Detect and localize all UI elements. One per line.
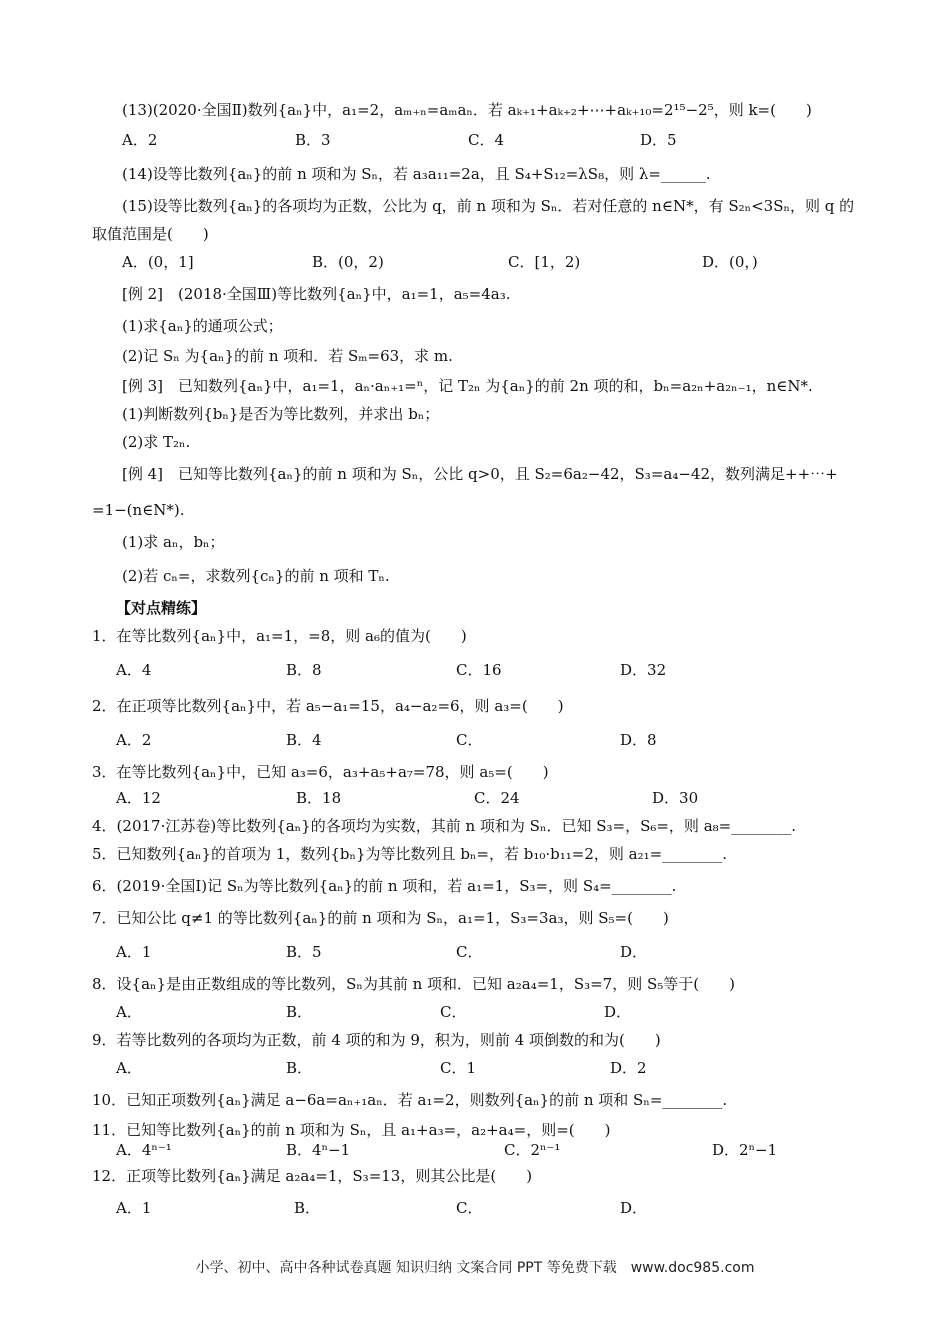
question-line: 2．在正项等比数列{aₙ}中，若 a₅−a₁=15，a₄−a₂=6，则 a₃=( ) [92,697,564,715]
choice-option: B． [286,1003,313,1021]
choice-option: D．8 [620,731,657,749]
example-line: (1)求{aₙ}的通项公式； [122,317,283,335]
choice-option: B．3 [295,131,331,149]
example-line: (1)求 aₙ，bₙ； [122,533,225,551]
choice-option: D．5 [640,131,677,149]
question-line: 5．已知数列{aₙ}的首项为 1，数列{bₙ}为等比数列且 bₙ=，若 b₁₀·b₁₁=2，则 a₂₁=________. [92,845,727,863]
choice-option: B．18 [296,789,342,807]
choice-option: C．2ⁿ⁻¹ [504,1141,561,1159]
choice-option: B． [294,1199,321,1217]
section-heading: 【对点精练】 [116,599,207,617]
question-line: (13)(2020·全国Ⅱ)数列{aₙ}中，a₁=2，aₘ₊ₙ=aₘaₙ．若 aₖ₊₁+aₖ₊₂+⋯+aₖ₊₁₀=2¹⁵−2⁵，则 k=( ) [122,101,812,119]
choice-option: D． [620,943,648,961]
choice-option: C． [456,943,483,961]
choice-option: A． [116,1059,142,1077]
choice-option: D． [604,1003,632,1021]
question-line: 10．已知正项数列{aₙ}满足 a−6a=aₙ₊₁aₙ．若 a₁=2，则数列{aₙ}的前 n 项和 Sₙ=________. [92,1091,728,1109]
question-line: 8．设{aₙ}是由正数组成的等比数列，Sₙ为其前 n 项和．已知 a₂a₄=1，S₃=7，则 S₅等于( ) [92,975,735,993]
question-line: 6．(2019·全国Ⅰ)记 Sₙ为等比数列{aₙ}的前 n 项和，若 a₁=1，S₃=，则 S₄=________. [92,877,677,895]
choice-option: B．5 [286,943,322,961]
example-line: [例 4] 已知等比数列{aₙ}的前 n 项和为 Sₙ，公比 q>0，且 S₂=6a₂−42，S₃=a₄−42，数列满足++⋯+ [122,465,838,483]
example-line: (2)若 cₙ=，求数列{cₙ}的前 n 项和 Tₙ. [122,567,390,585]
choice-option: D．32 [620,661,667,679]
choice-option: C． [456,731,483,749]
choice-option: D．(0，) [702,253,758,271]
choice-option: C．24 [474,789,520,807]
example-line: (1)判断数列{bₙ}是否为等比数列，并求出 bₙ； [122,405,440,423]
choice-option: D． [620,1199,648,1217]
question-line: 11．已知等比数列{aₙ}的前 n 项和为 Sₙ，且 a₁+a₃=，a₂+a₄=，则=( ) [92,1121,611,1139]
choice-option: D．30 [652,789,699,807]
choice-option: C．[1，2) [508,253,581,271]
choice-option: A．2 [122,131,158,149]
example-line: (2)记 Sₙ 为{aₙ}的前 n 项和．若 Sₘ=63，求 m. [122,347,453,365]
choice-option: C． [440,1003,467,1021]
choice-option: B．8 [286,661,322,679]
choice-option: A． [116,1003,142,1021]
choice-option: C．4 [468,131,505,149]
choice-option: A．4 [116,661,152,679]
example-line: (2)求 T₂ₙ. [122,433,191,451]
example-line: [例 3] 已知数列{aₙ}中，a₁=1，aₙ·aₙ₊₁=ⁿ，记 T₂ₙ 为{aₙ}的前 2n 项的和，bₙ=a₂ₙ+a₂ₙ₋₁，n∈N*. [122,377,813,395]
choice-option: D．2 [610,1059,647,1077]
choice-option: B．(0，2) [312,253,384,271]
question-line: 7．已知公比 q≠1 的等比数列{aₙ}的前 n 项和为 Sₙ，a₁=1，S₃=3a₃，则 S₅=( ) [92,909,669,927]
choice-option: D．2ⁿ−1 [712,1141,778,1159]
question-line: 4．(2017·江苏卷)等比数列{aₙ}的各项均为实数，其前 n 项和为 Sₙ．已知 S₃=，S₆=，则 a₈=________. [92,817,796,835]
choice-option: A．1 [116,1199,152,1217]
choice-option: C．16 [456,661,502,679]
question-line: 取值范围是( ) [92,225,209,243]
choice-option: B． [286,1059,313,1077]
choice-option: B．4 [286,731,322,749]
question-line: (14)设等比数列{aₙ}的前 n 项和为 Sₙ，若 a₃a₁₁=2a，且 S₄+S₁₂=λS₈，则 λ=______. [122,165,711,183]
choice-option: C．1 [440,1059,477,1077]
choice-option: A．1 [116,943,152,961]
question-line: 9．若等比数列的各项均为正数，前 4 项的和为 9，积为，则前 4 项倒数的和为( ) [92,1031,661,1049]
choice-option: A．12 [116,789,161,807]
question-line: (15)设等比数列{aₙ}的各项均为正数，公比为 q，前 n 项和为 Sₙ．若对任意的 n∈N*，有 S₂ₙ<3Sₙ，则 q 的 [122,197,855,215]
footer-banner: 小学、初中、高中各种试卷真题 知识归纳 文案合同 PPT 等免费下载 www.doc985.com [195,1260,755,1276]
question-line: 1．在等比数列{aₙ}中，a₁=1，=8，则 a₆的值为( ) [92,627,467,645]
example-line: [例 2] (2018·全国Ⅲ)等比数列{aₙ}中，a₁=1，a₅=4a₃. [122,285,511,303]
question-line: 12．正项等比数列{aₙ}满足 a₂a₄=1，S₃=13，则其公比是( ) [92,1167,533,1185]
choice-option: B．4ⁿ−1 [286,1141,351,1159]
question-line: 3．在等比数列{aₙ}中，已知 a₃=6，a₃+a₅+a₇=78，则 a₅=( ) [92,763,549,781]
choice-option: A．(0，1] [122,253,194,271]
example-line: =1−(n∈N*). [92,501,185,519]
choice-option: A．4ⁿ⁻¹ [116,1141,172,1159]
choice-option: C． [456,1199,483,1217]
choice-option: A．2 [116,731,152,749]
